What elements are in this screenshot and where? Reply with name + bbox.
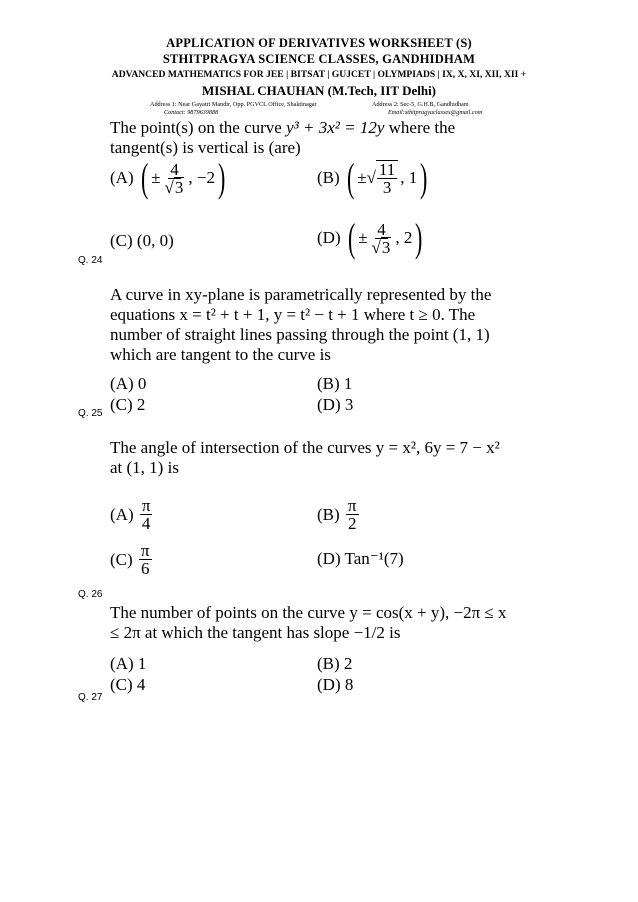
contact-email: Email:sthitpragyaclasses@gmail.com xyxy=(388,109,483,116)
teacher-name: MISHAL CHAUHAN (M.Tech, IIT Delhi) xyxy=(201,83,437,98)
institute-name: STHITPRAGYA SCIENCE CLASSES, GANDHIDHAM xyxy=(162,52,476,66)
q25-option-c: (C) 2 xyxy=(110,395,146,414)
q25-option-b: (B) 1 xyxy=(317,374,353,393)
q24-option-d: (D) ( ± $\frac{4}{√3}$ , 2 ) xyxy=(317,215,423,260)
contact-phone: Contact: 9879639888 xyxy=(164,109,219,116)
q24-option-b: (B) ( ±√ $\frac{11}{3}$ , 1 ) xyxy=(317,155,428,200)
q27-option-d: (D) 8 xyxy=(317,675,354,694)
question-25-stem: A curve in xy-plane is parametrically represented by the equations x = t² + t + 1, y = t² − t + 1 where t ≥ 0. The number of straight lines passing through the point (1, 1) which are tangent to the curve is xyxy=(110,285,492,364)
q26-option-b: (B) $\frac{\pi}{2}$ xyxy=(317,496,357,533)
question-27-stem: The number of points on the curve y = cos(x + y), −2π ≤ x ≤ 2π at which the tangent has slope −1/2 is xyxy=(110,603,507,642)
address-1: Address 1: Near Gayatri Mandir, Opp. PGVCL Office, Shaktinagar xyxy=(150,101,317,108)
q26-option-d: (D) Tan⁻¹(7) xyxy=(317,549,404,568)
question-26-stem: The angle of intersection of the curves y = x², 6y = 7 − x² at (1, 1) is xyxy=(110,438,500,477)
q27-option-a: (A) 1 xyxy=(110,654,147,673)
courses-line: ADVANCED MATHEMATICS FOR JEE | BITSAT | GUJCET | OLYMPIADS | IX, X, XI, XII, XII + xyxy=(111,69,527,80)
q26-option-a: (A) $\frac{\pi}{4}$ xyxy=(110,496,151,533)
question-25-number: Q. 25 xyxy=(78,408,103,419)
question-24-stem: The point(s) on the curve y³ + 3x² = 12y where the tangent(s) is vertical is (are) xyxy=(110,118,456,157)
q24-option-c: (C) (0, 0) xyxy=(110,231,174,250)
q25-option-d: (D) 3 xyxy=(317,395,354,414)
q27-option-b: (B) 2 xyxy=(317,654,353,673)
q25-option-a: (A) 0 xyxy=(110,374,147,393)
address-2: Address 2: Sec-5, G.H.B, Gandhidham xyxy=(372,101,469,108)
q24-option-a: (A) ( ± $\frac{4}{√3}$ , −2 ) xyxy=(110,155,226,200)
worksheet-title: APPLICATION OF DERIVATIVES WORKSHEET (S) xyxy=(166,36,472,50)
question-24-number: Q. 24 xyxy=(78,255,103,266)
q27-option-c: (C) 4 xyxy=(110,675,146,694)
question-26-number: Q. 26 xyxy=(78,589,103,600)
question-27-number: Q. 27 xyxy=(78,692,103,703)
q26-option-c: (C) $\frac{\pi}{6}$ xyxy=(110,541,150,578)
